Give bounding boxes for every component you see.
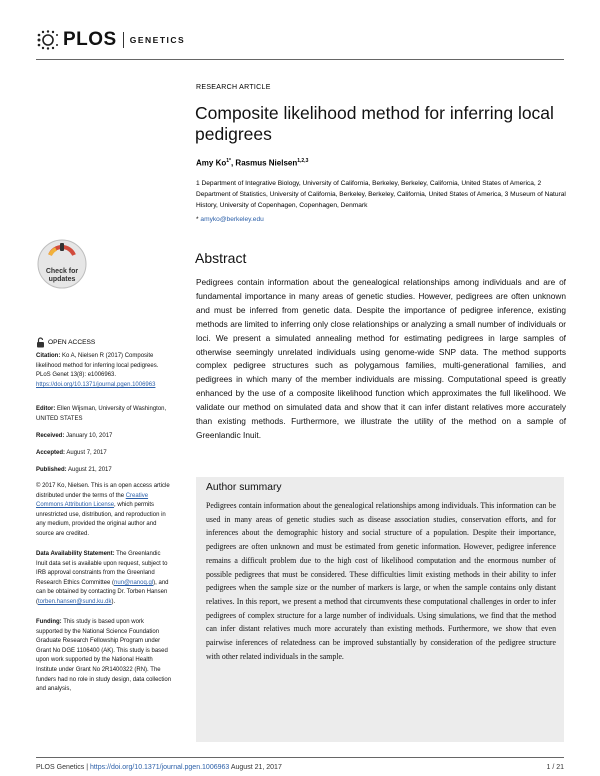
data-availability-text-3: ). bbox=[111, 598, 116, 605]
badge-line-1: Check for bbox=[45, 268, 79, 275]
article-type: RESEARCH ARTICLE bbox=[196, 84, 271, 91]
received-block bbox=[36, 432, 172, 442]
copyright-text-2: , which permits unrestricted use, distribution, and reproduction in any medium, provided the original author and source are credited. bbox=[36, 502, 166, 537]
published-block bbox=[36, 466, 172, 476]
data-availability-block bbox=[36, 550, 172, 608]
author-summary-text: Pedigrees contain information about the genealogical relationships among individuals. This information can be used in many areas of genetic studies such as disease association studies, conservation efforts, and for inferences about the demographic history and social structure of a population. Despite their importance, pedigrees are often unknown and must be estimated from genetic information. However, pedigree inference remains a difficult problem due to the high cost of likelihood computation and the enormous number of possible pedigrees that must be considered. These difficulties limit existing methods in their ability to infer pedigrees when the sample size or the number of markers is large, or when the sample contains only distant relatives. In this report, we present a method that circumvents these computational challenges in order to infer pedigrees of complex structure for a large number of individuals. Using simulations, we find that the method can infer distant relatives much more accurately than existing methods. Furthermore, we show that even pairwise inferences of relatedness can be improved substantially by consideration of the pedigree structure with other related individuals in the sample. bbox=[206, 501, 556, 661]
accepted-date: August 7, 2017 bbox=[65, 450, 107, 456]
copyright-text-1: © 2017 Ko, Nielsen. This is an open access article distributed under the terms of the bbox=[36, 483, 170, 499]
funding-text: This study is based upon work supported by the National Science Foundation Graduate Research Fellowship Program under Grant No DGE 1106400 (AK). This study is based upon work supported by the National Health Institute under Grant No 2R1400322 (RN). The funders had no role in study design, data collection and analysis, bbox=[36, 619, 172, 693]
license-link[interactable]: Creative Commons Attribution License bbox=[36, 492, 149, 509]
author-summary-heading: Author summary bbox=[206, 482, 282, 493]
open-access-label bbox=[36, 337, 95, 348]
footer-rule bbox=[36, 757, 564, 758]
author-separator: , bbox=[230, 158, 236, 168]
badge-line-2: updates bbox=[48, 276, 76, 283]
abstract-text: Pedigrees contain information about the genealogical relationships among individuals and are of fundamental importance in many areas of genetic studies. However, pedigrees are often unknown and must be inferred from genetic data. Despite the importance of pedigree inference, existing methods are limited to inferring only close relationships or analyzing a small number of individuals or loci. We present a simulated annealing method for estimating pedigrees in large samples of otherwise seemingly unrelated individuals using genome-wide SNP data. The method supports complex pedigree structures such as polygamous families, multi-generational families, and pedigrees in which many of the member individuals are missing. Computational speed is greatly enhanced by the use of a composite likelihood function which approximates the full likelihood. We validate our method on simulated data and show that it can infer distant relatives more accurately than existing methods. Furthermore, we illustrate the utility of the method on a sample of Greenlandic Inuit. bbox=[196, 277, 566, 440]
corresponding-email bbox=[196, 216, 264, 223]
data-availability-text-1: The Greenlandic Inuit data set is available upon request, subject to IRB approval constraints from the Greenland Research Ethics Committee ( bbox=[36, 551, 168, 586]
affiliations: 1 Department of Integrative Biology, University of California, Berkeley, Berkeley, California, United States of America, 2 Department of Statistics, University of California, Berkeley, Berkeley, California, United States of America, 3 Museum of Natural History, University of Copenhagen, Copenhagen, Denmark bbox=[196, 180, 566, 209]
footer-date: August 21, 2017 bbox=[229, 764, 282, 771]
greenland-ethics-email-link[interactable]: nun@nanoq.gl bbox=[114, 579, 154, 586]
copyright-block bbox=[36, 482, 172, 540]
data-availability-label: Data Availability Statement: bbox=[36, 551, 115, 557]
published-date: August 21, 2017 bbox=[66, 467, 112, 473]
logo-divider bbox=[123, 32, 124, 48]
citation-doi-link[interactable]: https://doi.org/10.1371/journal.pgen.1006963 bbox=[36, 381, 156, 388]
plos-genetics-logo[interactable] bbox=[36, 30, 185, 50]
accepted-label: Accepted: bbox=[36, 450, 66, 456]
corresponding-marker: * bbox=[196, 216, 199, 223]
funding-label: Funding: bbox=[36, 619, 62, 625]
footer-journal: PLOS Genetics | bbox=[36, 764, 90, 771]
received-date: January 10, 2017 bbox=[64, 433, 113, 439]
funding-block bbox=[36, 618, 172, 695]
article-title: Composite likelihood method for inferring local pedigrees bbox=[195, 103, 554, 144]
editor-label: Editor: bbox=[36, 406, 56, 412]
header-rule bbox=[36, 59, 564, 60]
editor-block bbox=[36, 405, 172, 424]
page-footer bbox=[36, 764, 282, 771]
author-list bbox=[196, 158, 308, 168]
published-label: Published: bbox=[36, 467, 67, 473]
hansen-email-link[interactable]: torben.hansen@sund.ku.dk bbox=[38, 598, 112, 605]
open-access-text: OPEN ACCESS bbox=[48, 339, 96, 346]
author-affiliation-sup: 1* bbox=[226, 158, 231, 164]
citation-block bbox=[36, 352, 172, 390]
page-number: 1 / 21 bbox=[546, 764, 564, 771]
data-availability-text-2: ), and can be obtained by contacting Dr. Torben Hansen ( bbox=[36, 579, 169, 605]
abstract-heading: Abstract bbox=[195, 250, 247, 266]
email-link[interactable]: amyko@berkeley.edu bbox=[198, 216, 264, 223]
plos-brand: PLOS bbox=[63, 29, 117, 50]
open-access-lock-icon bbox=[36, 337, 45, 348]
author-name[interactable]: Rasmus Nielsen bbox=[235, 158, 298, 168]
check-for-updates-label[interactable] bbox=[37, 268, 87, 284]
received-label: Received: bbox=[36, 433, 65, 439]
citation-label: Citation: bbox=[36, 353, 61, 359]
accepted-block bbox=[36, 449, 172, 459]
footer-doi-link[interactable]: https://doi.org/10.1371/journal.pgen.1006963 bbox=[89, 764, 230, 771]
editor-text: Ellen Wijsman, University of Washington, UNITED STATES bbox=[36, 406, 167, 422]
plos-logo-dots-icon bbox=[36, 30, 60, 50]
citation-text: Ko A, Nielsen R (2017) Composite likelihood method for inferring local pedigrees. PLoS Genet 13(8): e1006963. bbox=[36, 353, 159, 379]
author-affiliation-sup: 1,2,3 bbox=[297, 158, 309, 164]
journal-name: GENETICS bbox=[129, 35, 186, 45]
author-name[interactable]: Amy Ko bbox=[196, 158, 227, 168]
